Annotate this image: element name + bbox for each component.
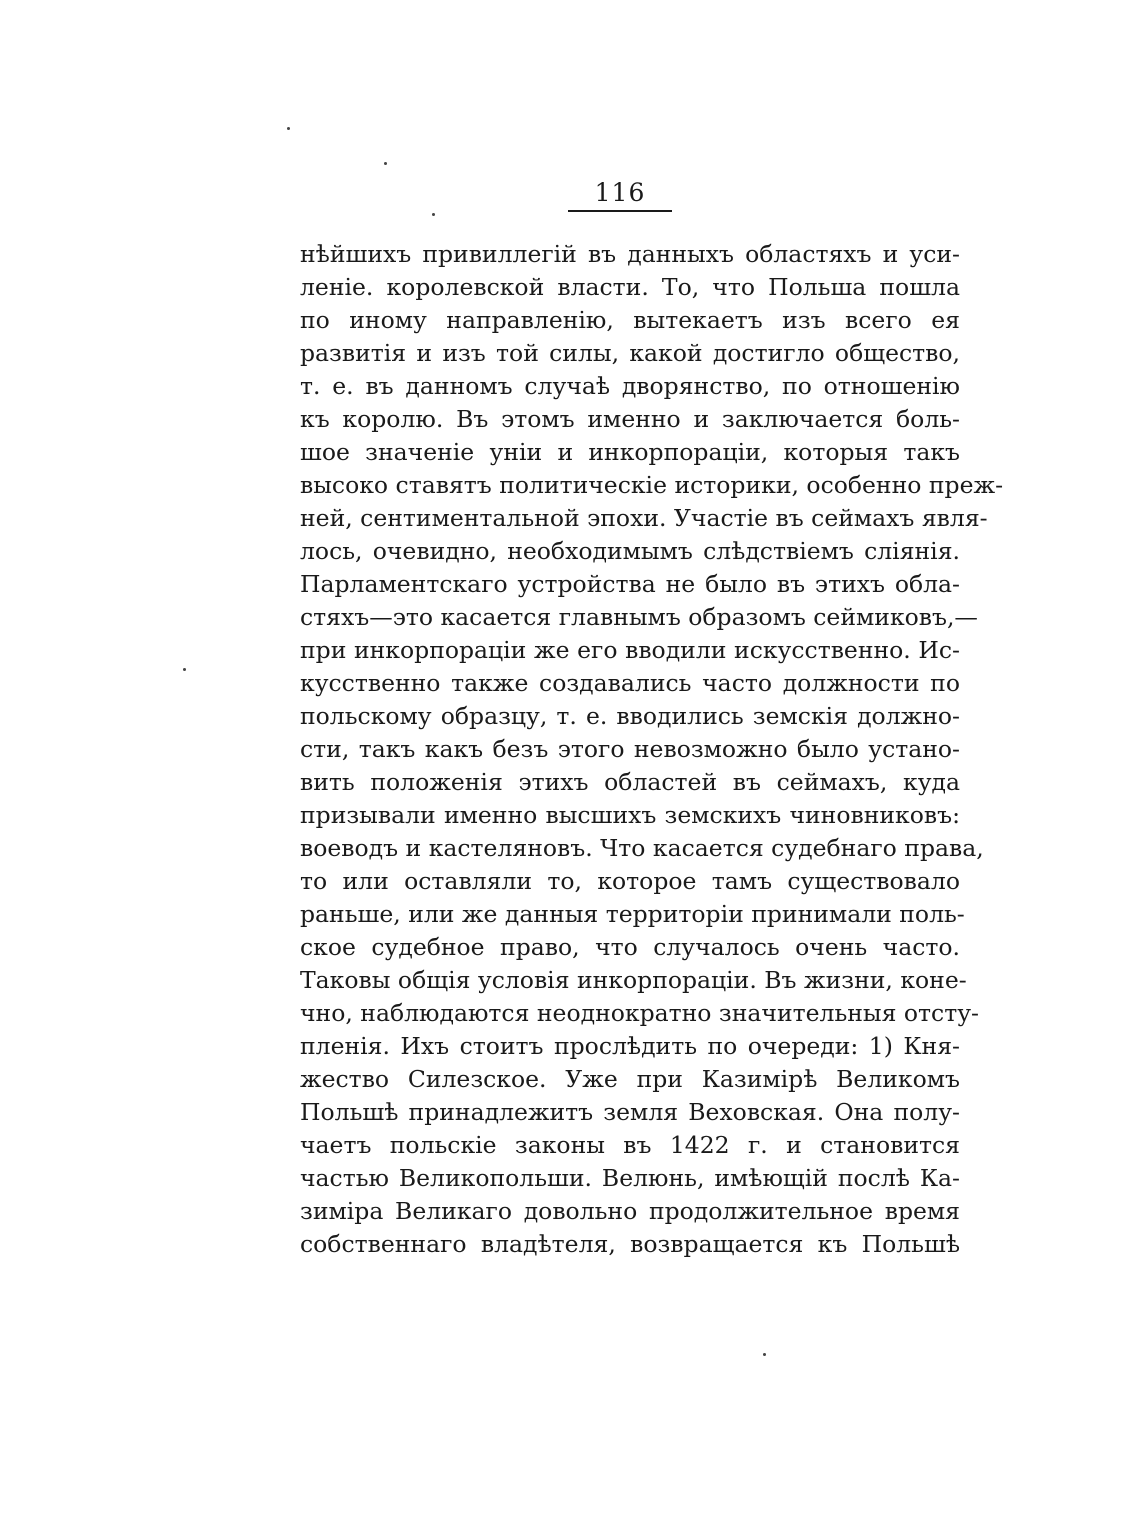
text-line: сти, такъ какъ безъ этого невозможно было устано- — [300, 735, 960, 763]
text-line: леніе. королевской власти. То, что Польша пошла — [300, 273, 960, 301]
page-number: 116 — [594, 178, 646, 207]
text-line: развитія и изъ той силы, какой достигло общество, — [300, 339, 960, 367]
text-line: чно, наблюдаются неоднократно значительныя отсту- — [300, 999, 979, 1027]
scan-speck — [287, 127, 290, 130]
text-line: стяхъ—это касается главнымъ образомъ сеймиковъ,— — [300, 603, 978, 631]
text-line: Таковы общія условія инкорпораціи. Въ жизни, коне- — [300, 966, 967, 994]
text-line: польскому образцу, т. е. вводились земскія должно- — [300, 702, 960, 730]
text-line: Польшѣ принадлежитъ земля Веховская. Она полу- — [300, 1098, 960, 1126]
text-line: ское судебное право, что случалось очень часто. — [300, 933, 960, 961]
scan-speck — [763, 1353, 766, 1356]
text-line: при инкорпораціи же его вводили искусственно. Ис- — [300, 636, 960, 664]
text-line: т. е. въ данномъ случаѣ дворянство, по отношенію — [300, 372, 960, 400]
text-line: шое значеніе уніи и инкорпораціи, которыя такъ — [300, 438, 960, 466]
scan-speck — [432, 213, 435, 216]
text-line: высоко ставятъ политическіе историки, особенно преж- — [300, 471, 1004, 499]
text-line: то или оставляли то, которое тамъ существовало — [300, 867, 960, 895]
text-line: по иному направленію, вытекаетъ изъ всего ея — [300, 306, 960, 334]
text-line: вить положенія этихъ областей въ сеймахъ, куда — [300, 768, 960, 796]
text-line: призывали именно высшихъ земскихъ чиновниковъ: — [300, 801, 960, 829]
text-line: пленія. Ихъ стоитъ прослѣдить по очереди: 1) Кня- — [300, 1032, 960, 1060]
text-line: чаетъ польскіе законы въ 1422 г. и становится — [300, 1131, 960, 1159]
text-line: къ королю. Въ этомъ именно и заключается боль- — [300, 405, 960, 433]
body-text — [300, 238, 1004, 1261]
text-line: собственнаго владѣтеля, возвращается къ Польшѣ — [300, 1230, 960, 1258]
text-line: кусственно также создавались часто должности по — [300, 669, 960, 697]
text-line: нѣйшихъ привиллегій въ данныхъ областяхъ и уси- — [300, 240, 960, 268]
text-line: раньше, или же данныя территоріи принимали поль- — [300, 900, 965, 928]
text-line: лось, очевидно, необходимымъ слѣдствіемъ сліянія. — [300, 537, 960, 565]
text-line: жество Силезское. Уже при Казимірѣ Великомъ — [300, 1065, 960, 1093]
text-line: ней, сентиментальной эпохи. Участіе въ сеймахъ явля- — [300, 504, 988, 532]
text-line: воеводъ и кастеляновъ. Что касается судебнаго права, — [300, 834, 984, 862]
text-line: частью Великопольши. Велюнь, имѣющій послѣ Ка- — [300, 1164, 960, 1192]
scan-speck — [384, 162, 387, 165]
scan-speck — [183, 668, 186, 671]
page-number-rule — [568, 210, 672, 212]
text-line: Парламентскаго устройства не было въ этихъ обла- — [300, 570, 960, 598]
text-line: зиміра Великаго довольно продолжительное время — [300, 1197, 960, 1225]
